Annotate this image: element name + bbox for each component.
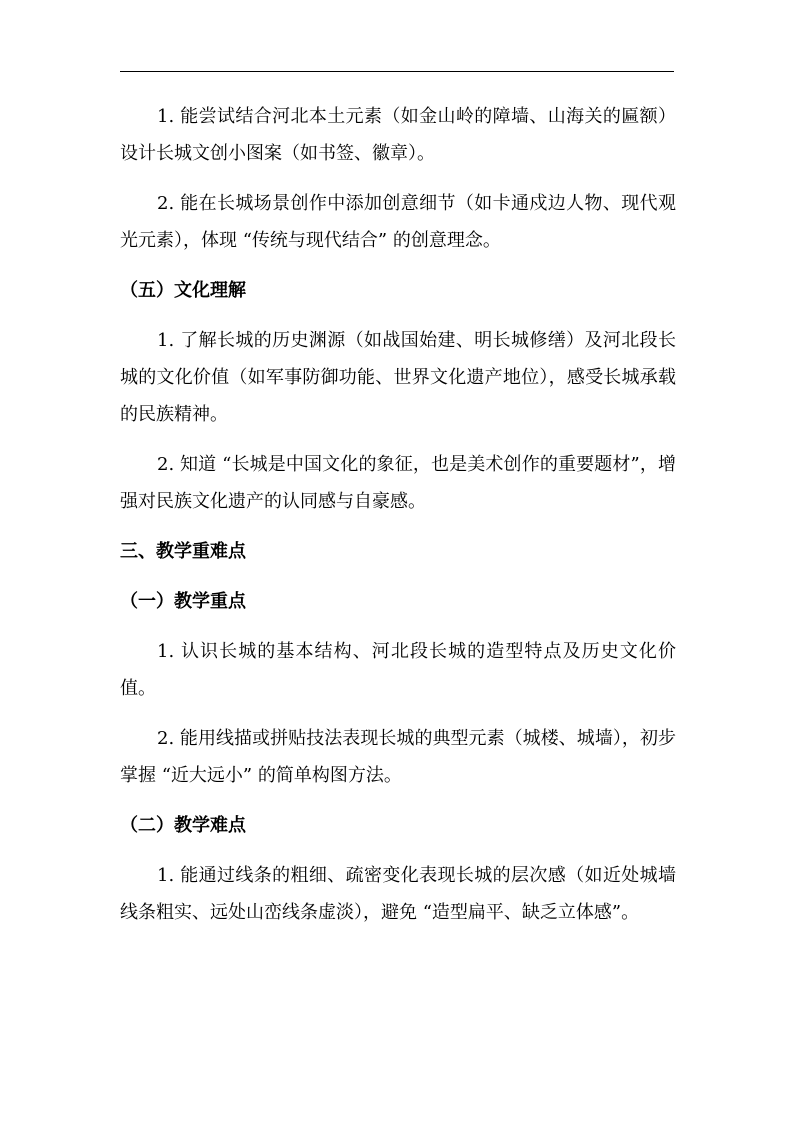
document-body — [120, 98, 676, 944]
paragraph-creativity-1: 1. 能尝试结合河北本土元素（如金山岭的障墙、山海关的匾额）设计长城文创小图案（如书签、徽章）。 — [120, 106, 676, 164]
heading-key-difficult-points: 三、教学重难点 — [120, 541, 246, 562]
heading-teaching-difficulty: （二）教学难点 — [120, 815, 246, 836]
paragraph-difficulty-1: 1. 能通过线条的粗细、疏密变化表现长城的层次感（如近处城墙线条粗实、远处山峦线条虚淡），避免 “造型扁平、缺乏立体感”。 — [120, 865, 676, 923]
paragraph-creativity-2: 2. 能在长城场景创作中添加创意细节（如卡通戍边人物、现代观光元素），体现 “传统与现代结合” 的创意理念。 — [120, 193, 676, 251]
paragraph-culture-1: 1. 了解长城的历史渊源（如战国始建、明长城修缮）及河北段长城的文化价值（如军事防御功能、世界文化遗产地位），感受长城承载的民族精神。 — [120, 330, 676, 425]
paragraph-culture-2: 2. 知道 “长城是中国文化的象征，也是美术创作的重要题材”，增强对民族文化遗产的认同感与自豪感。 — [120, 454, 676, 512]
paragraph-focus-1: 1. 认识长城的基本结构、河北段长城的造型特点及历史文化价值。 — [120, 641, 676, 699]
heading-cultural-understanding: （五）文化理解 — [120, 280, 246, 301]
header-rule — [120, 71, 674, 72]
heading-teaching-focus: （一）教学重点 — [120, 591, 246, 612]
paragraph-focus-2: 2. 能用线描或拼贴技法表现长城的典型元素（城楼、城墙），初步掌握 “近大远小” 的简单构图方法。 — [120, 728, 676, 786]
